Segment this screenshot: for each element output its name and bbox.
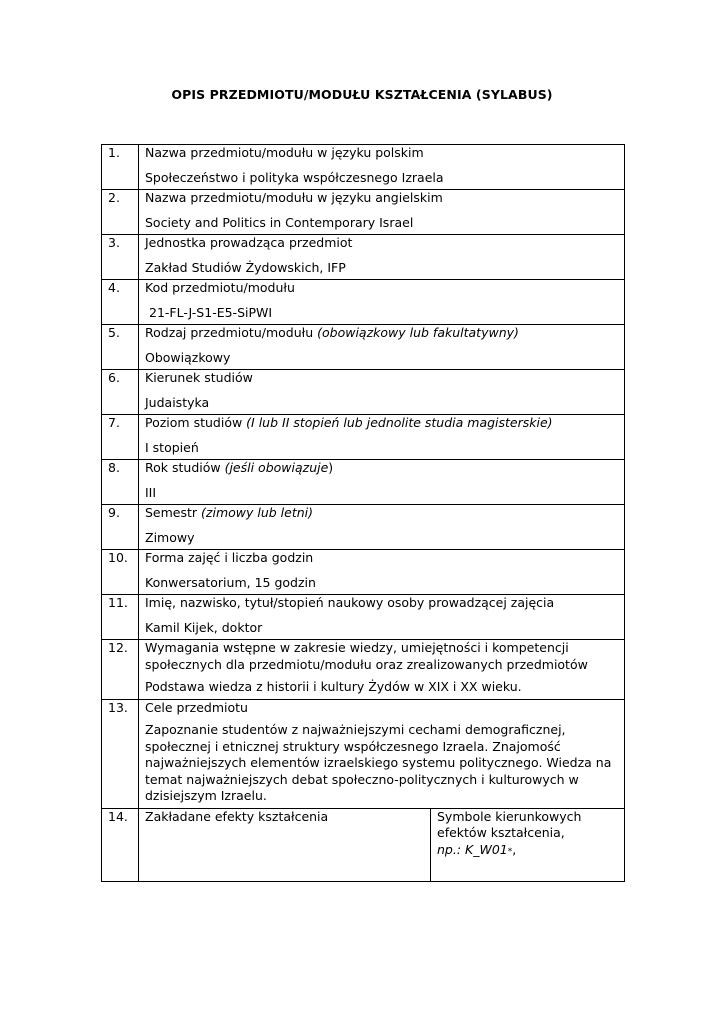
row-number: 12.: [102, 640, 139, 700]
symbols-end: ,: [512, 841, 517, 857]
table-row: [102, 550, 625, 595]
page-title: OPIS PRZEDMIOTU/MODUŁU KSZTAŁCENIA (SYLABUS): [171, 87, 553, 102]
row-value: Społeczeństwo i polityka współczesnego Izraela: [145, 169, 444, 185]
row-label: Zakładane efekty kształcenia: [139, 808, 431, 881]
symbols-text: Symbole kierunkowych efektów kształcenia,: [437, 808, 582, 840]
row-number: 2.: [102, 190, 139, 235]
row-label: Nazwa przedmiotu/modułu w języku polskim: [145, 145, 424, 160]
row-value: 21-FL-J-S1-E5-SiPWI: [149, 304, 273, 320]
row-content: [139, 415, 625, 460]
row-content: [139, 235, 625, 280]
table-row: [102, 145, 625, 190]
row-content: [139, 595, 625, 640]
row-label: Wymagania wstępne w zakresie wiedzy, umiejętności i kompetencji społecznych dla przedmiotu/modułu oraz zrealizowanych przedmiotów: [145, 640, 588, 672]
row-content: [139, 699, 625, 808]
row-content: [139, 325, 625, 370]
row-number: 3.: [102, 235, 139, 280]
row-content: [139, 190, 625, 235]
row-value: Kamil Kijek, doktor: [145, 619, 263, 635]
row-value: Zapoznanie studentów z najważniejszymi cechami demograficznej, społecznej i etnicznej struktury współczesnego Izraela. Znajomość najważniejszych elementów izraelskiego systemu politycznego. Wiedza na temat najważniejszych debat społeczno-politycznych i kulturowych w dzisiejszym Izraelu.: [145, 722, 612, 803]
row-content: [139, 640, 625, 700]
row-value: Judaistyka: [145, 394, 210, 410]
row-number: 10.: [102, 550, 139, 595]
table-row: [102, 595, 625, 640]
syllabus-rows: [102, 145, 625, 882]
table-row: [102, 325, 625, 370]
row-label: Jednostka prowadząca przedmiot: [145, 235, 353, 250]
row-value: Zimowy: [145, 529, 195, 545]
row-value: Zakład Studiów Żydowskich, IFP: [145, 259, 346, 275]
row-number: 8.: [102, 460, 139, 505]
syllabus-table: [101, 144, 625, 882]
row-value: Obowiązkowy: [145, 349, 231, 365]
row-content: [139, 550, 625, 595]
row-value: Konwersatorium, 15 godzin: [145, 574, 316, 590]
row-value: I stopień: [145, 439, 199, 455]
row-content: [139, 505, 625, 550]
table-row: [102, 640, 625, 700]
footnote-mark: *: [507, 846, 513, 857]
symbols-cell: [431, 808, 625, 881]
table-row: [102, 808, 625, 881]
row-content: [139, 460, 625, 505]
table-row: [102, 505, 625, 550]
table-row: [102, 415, 625, 460]
row-content: [139, 280, 625, 325]
row-content: [139, 145, 625, 190]
row-number: 6.: [102, 370, 139, 415]
table-row: [102, 460, 625, 505]
table-row: [102, 699, 625, 808]
row-number: 14.: [102, 808, 139, 881]
row-label: Nazwa przedmiotu/modułu w języku angielskim: [145, 190, 443, 205]
row-number: 11.: [102, 595, 139, 640]
row-value: Society and Politics in Contemporary Israel: [145, 214, 414, 230]
table-row: [102, 280, 625, 325]
row-value: III: [145, 484, 157, 500]
row-label: Cele przedmiotu: [145, 699, 248, 715]
row-number: 9.: [102, 505, 139, 550]
row-number: 1.: [102, 145, 139, 190]
row-value: Podstawa wiedza z historii i kultury Żydów w XIX i XX wieku.: [145, 679, 522, 694]
symbols-example: np.: K_W01: [437, 841, 508, 857]
row-label: Rok studiów (jeśli obowiązuje): [145, 460, 334, 475]
table-row: [102, 190, 625, 235]
row-label: Kod przedmiotu/modułu: [145, 280, 295, 295]
row-label: Poziom studiów (I lub II stopień lub jednolite studia magisterskie): [145, 415, 553, 430]
table-row: [102, 235, 625, 280]
row-content: [139, 370, 625, 415]
row-number: 13.: [102, 699, 139, 808]
row-label: Forma zajęć i liczba godzin: [145, 550, 314, 565]
table-row: [102, 370, 625, 415]
row-label: Rodzaj przedmiotu/modułu (obowiązkowy lub fakultatywny): [145, 325, 519, 340]
row-number: 4.: [102, 280, 139, 325]
row-label: Imię, nazwisko, tytuł/stopień naukowy osoby prowadzącej zajęcia: [145, 595, 555, 610]
row-number: 5.: [102, 325, 139, 370]
row-number: 7.: [102, 415, 139, 460]
row-label: Kierunek studiów: [145, 370, 253, 385]
row-label: Semestr (zimowy lub letni): [145, 505, 314, 520]
